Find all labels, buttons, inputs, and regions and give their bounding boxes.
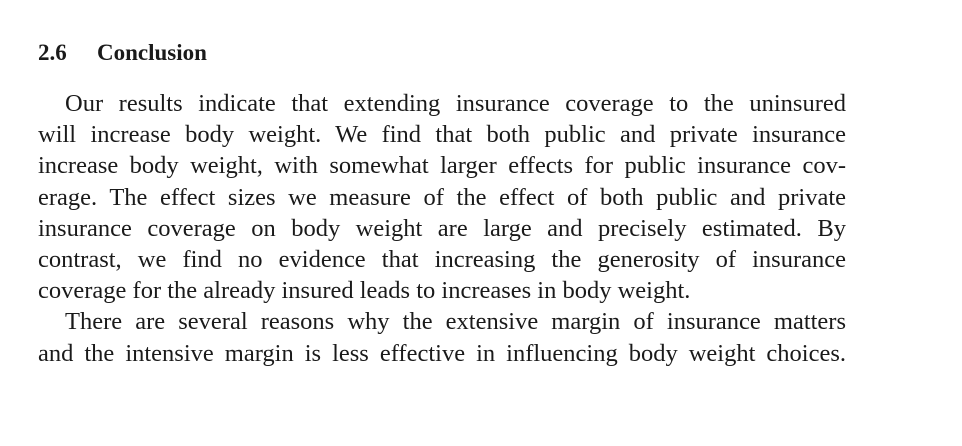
text-line: There are several reasons why the extensive margin of insurance matters: [65, 308, 846, 336]
section-heading: [38, 40, 207, 66]
text-line: coverage for the already insured leads to increases in body weight.: [38, 277, 691, 305]
section-title: Conclusion: [97, 40, 207, 65]
text-line: will increase body weight. We find that both public and private insurance: [38, 121, 846, 149]
text-line: insurance coverage on body weight are large and precisely estimated. By: [38, 214, 846, 242]
text-line: increase body weight, with somewhat larger effects for public insurance cov-: [38, 152, 846, 180]
section-body: [38, 88, 846, 369]
text-line: erage. The effect sizes we measure of the effect of both public and private: [38, 183, 846, 211]
text-line: Our results indicate that extending insurance coverage to the uninsured: [65, 90, 846, 117]
paragraph-2: [38, 306, 846, 368]
paragraph-1: [38, 88, 846, 306]
text-line: contrast, we find no evidence that increasing the generosity of insurance: [38, 246, 846, 274]
text-line: and the intensive margin is less effective in influencing body weight choices.: [38, 339, 846, 367]
section-number: 2.6: [38, 40, 67, 65]
